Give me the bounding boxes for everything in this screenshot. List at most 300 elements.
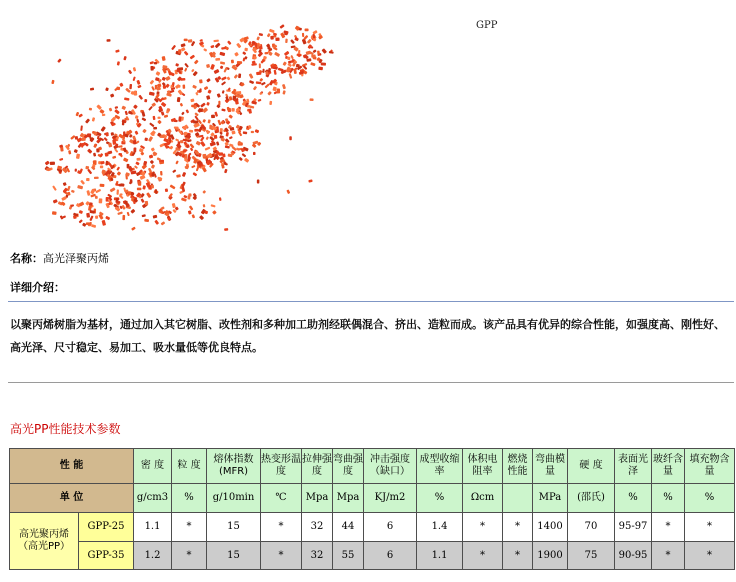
unit-cell: ℃ <box>261 484 302 513</box>
unit-cell: % <box>417 484 463 513</box>
value-cell: 70 <box>568 513 615 542</box>
pellet <box>121 106 126 111</box>
pellet <box>144 138 148 142</box>
pellet <box>282 61 286 66</box>
pellet <box>228 114 233 119</box>
pellet <box>251 63 257 66</box>
pellet <box>130 209 135 214</box>
pellet <box>189 143 194 148</box>
pellet <box>52 211 57 215</box>
pellet <box>123 147 127 152</box>
pellet <box>81 138 85 141</box>
pellet <box>178 49 181 54</box>
pellet <box>114 109 120 114</box>
pellet <box>234 52 239 57</box>
column-header: 热变形温度 <box>261 449 302 484</box>
pellet <box>181 47 186 52</box>
pellet <box>302 39 307 45</box>
pellet <box>229 136 233 139</box>
pellet <box>154 220 159 225</box>
grade-cell: GPP-25 <box>79 513 134 542</box>
pellet <box>313 34 316 39</box>
unit-cell: g/cm3 <box>134 484 172 513</box>
pellet <box>234 74 238 79</box>
pellet <box>290 55 294 59</box>
pellet <box>188 210 192 214</box>
pellet <box>237 61 242 64</box>
value-cell: * <box>261 513 302 542</box>
pellet <box>275 38 279 42</box>
pellet <box>222 153 225 157</box>
pellet <box>75 169 77 172</box>
pellet <box>119 83 123 88</box>
pellet <box>267 33 271 37</box>
pellet <box>184 68 187 72</box>
pellet <box>202 119 206 123</box>
pellet <box>190 98 194 102</box>
pellet <box>185 109 189 113</box>
pellet <box>251 101 257 105</box>
pellet <box>140 198 144 203</box>
pellet <box>172 203 176 208</box>
section-divider <box>8 301 734 302</box>
pellet <box>202 107 208 113</box>
pellet <box>95 216 98 219</box>
product-name-cell: 高光聚丙烯（高光PP） <box>10 513 79 570</box>
pellet <box>112 156 116 159</box>
pellet <box>242 153 247 157</box>
pellet <box>159 210 163 213</box>
pellet <box>141 111 145 117</box>
pellet <box>282 84 286 89</box>
unit-cell: % <box>685 484 735 513</box>
column-header: 硬 度 <box>568 449 615 484</box>
pellet <box>248 108 252 113</box>
unit-cell: (邵氏) <box>568 484 615 513</box>
column-header: 表面光泽 <box>615 449 652 484</box>
pellet <box>215 58 220 61</box>
pellet <box>238 157 242 161</box>
table-row <box>10 542 735 570</box>
pellet <box>133 76 136 81</box>
pellet <box>217 120 221 126</box>
unit-cell: Mpa <box>302 484 333 513</box>
pellet <box>221 109 225 112</box>
pellet <box>194 60 199 65</box>
pellet <box>193 71 198 77</box>
value-cell: 1400 <box>533 513 568 542</box>
column-header: 冲击强度（缺口） <box>364 449 417 484</box>
column-header: 玻纤含量 <box>652 449 685 484</box>
pellet <box>190 55 196 60</box>
pellet <box>214 135 218 139</box>
pellet <box>171 45 176 51</box>
pellet <box>46 168 51 171</box>
pellet <box>205 146 211 150</box>
column-header: 成型收缩率 <box>417 449 463 484</box>
pellet <box>236 43 241 49</box>
pellet <box>267 46 270 49</box>
pellet <box>264 52 268 55</box>
value-cell: * <box>685 542 735 570</box>
pellet <box>77 185 83 190</box>
pellet <box>321 62 326 65</box>
pellet <box>169 146 173 150</box>
pellet <box>128 191 132 196</box>
pellet <box>206 78 211 82</box>
pellet <box>119 183 124 186</box>
pellet <box>133 67 137 72</box>
pellet <box>133 104 138 109</box>
pellet <box>256 36 260 40</box>
pellet <box>199 215 204 220</box>
pellet <box>189 130 193 133</box>
pellet <box>298 50 300 54</box>
pellet <box>95 189 101 194</box>
pellet <box>284 51 290 56</box>
pellet <box>256 81 262 84</box>
pellet <box>155 189 158 194</box>
pellet <box>151 147 155 151</box>
pellet <box>109 108 113 112</box>
pellet <box>221 164 224 168</box>
pellet <box>137 85 141 89</box>
pellet <box>227 76 231 80</box>
pellet <box>102 220 107 226</box>
pellet <box>170 184 176 189</box>
pellet <box>152 151 157 156</box>
pellet <box>203 204 206 208</box>
pellet <box>105 132 109 137</box>
pellet <box>206 64 210 68</box>
pellet <box>117 61 120 65</box>
pellet <box>57 58 62 63</box>
table-title: 高光PP性能技术参数 <box>10 422 121 436</box>
pellet <box>318 67 323 71</box>
value-cell: * <box>685 513 735 542</box>
pellet <box>63 182 67 186</box>
pellet <box>255 129 260 133</box>
pellet <box>172 169 176 173</box>
pellet <box>174 127 179 129</box>
pellet <box>116 189 119 194</box>
pellet <box>131 227 136 231</box>
pellet <box>274 52 280 57</box>
pellet <box>138 95 143 100</box>
pellet <box>225 145 230 148</box>
value-cell: 1.4 <box>417 513 463 542</box>
pellet <box>82 223 86 227</box>
pellet <box>247 105 250 108</box>
pellet <box>285 39 288 43</box>
pellets-graphic <box>44 20 346 240</box>
pellet <box>209 125 212 130</box>
pellet <box>221 76 227 81</box>
pellet <box>71 190 75 193</box>
pellet <box>151 164 155 169</box>
pellet <box>206 136 209 140</box>
pellet <box>165 188 168 192</box>
pellet <box>112 139 116 145</box>
pellet <box>181 112 185 116</box>
pellet <box>224 169 228 174</box>
pellet <box>123 157 129 162</box>
pellet <box>153 116 156 120</box>
pellet <box>210 45 214 48</box>
pellet <box>138 181 141 186</box>
pellet <box>207 89 211 93</box>
grade-cell: GPP-35 <box>79 542 134 570</box>
pellet <box>153 127 157 130</box>
pellet <box>221 81 226 86</box>
pellet <box>161 111 165 116</box>
pellet <box>165 76 171 81</box>
unit-cell: % <box>172 484 207 513</box>
unit-cell: MPa <box>533 484 568 513</box>
pellet <box>189 205 194 210</box>
pellet <box>305 29 309 32</box>
pellet <box>200 141 206 147</box>
pellet <box>106 39 110 42</box>
pellet <box>196 141 201 146</box>
pellet <box>94 177 99 179</box>
pellet <box>151 102 156 107</box>
pellet <box>202 190 206 194</box>
pellet <box>256 71 261 75</box>
pellet <box>160 171 163 176</box>
value-cell: 1900 <box>533 542 568 570</box>
pellet <box>100 184 105 187</box>
pellet <box>211 204 216 207</box>
spec-unit-row <box>10 484 735 513</box>
section-divider-bottom <box>8 382 734 383</box>
pellet <box>302 33 304 37</box>
product-description: 以聚丙烯树脂为基材，通过加入其它树脂、改性剂和多种加工助剂经联偶混合、挤出、造粒而成。该产品具有优异的综合性能，如强度高、刚性好、高光泽、尺寸稳定、易加工、吸水量低等优良特点。 <box>10 318 725 354</box>
pellet <box>215 42 221 48</box>
pellet <box>154 62 157 64</box>
pellet <box>124 97 130 100</box>
pellet <box>91 224 96 228</box>
pellet <box>134 165 138 169</box>
pellet <box>329 51 334 54</box>
pellet <box>145 201 149 206</box>
pellet <box>75 136 78 140</box>
pellet <box>251 131 254 133</box>
pellet <box>148 106 153 111</box>
pellet <box>68 150 71 154</box>
pellet <box>127 212 130 217</box>
unit-cell: g/10min <box>207 484 261 513</box>
pellet <box>317 51 320 55</box>
column-header: 粒 度 <box>172 449 207 484</box>
pellet <box>183 85 186 89</box>
pellet <box>286 189 290 194</box>
pellet <box>253 152 256 155</box>
pellet <box>213 40 218 43</box>
pellet <box>176 174 181 178</box>
pellet <box>289 73 293 79</box>
pellet <box>99 198 103 203</box>
pellet <box>210 64 215 70</box>
pellet <box>194 129 199 132</box>
pellet <box>224 228 228 231</box>
pellet <box>202 154 206 158</box>
pellet <box>93 153 96 157</box>
pellet <box>200 102 206 107</box>
pellet <box>182 124 188 130</box>
pellet <box>287 57 290 61</box>
pellet <box>133 147 136 152</box>
pellet <box>206 130 210 135</box>
pellet <box>135 115 139 119</box>
pellet <box>87 169 92 175</box>
pellet <box>117 211 123 215</box>
pellet <box>70 135 75 140</box>
pellet <box>261 82 266 86</box>
pellet <box>183 195 187 199</box>
spec-header-row <box>10 449 735 484</box>
pellet <box>118 153 122 156</box>
value-cell: 44 <box>333 513 364 542</box>
column-header: 弯曲模量 <box>533 449 568 484</box>
pellet <box>191 165 195 168</box>
pellet <box>136 158 140 161</box>
pellet <box>136 80 140 85</box>
pellet <box>219 52 225 56</box>
pellet <box>284 33 288 36</box>
pellet <box>269 101 272 105</box>
detail-label: 详细介绍： <box>10 281 65 294</box>
pellet <box>45 161 50 166</box>
pellet <box>149 80 154 85</box>
value-cell: 95-97 <box>615 513 652 542</box>
unit-cell: % <box>615 484 652 513</box>
pellet <box>125 201 128 206</box>
pellet <box>137 188 142 191</box>
pellet <box>149 154 154 158</box>
pellet <box>146 192 151 198</box>
pellet <box>79 210 83 214</box>
value-cell: 32 <box>302 542 333 570</box>
value-cell: 15 <box>207 542 261 570</box>
pellet <box>214 69 220 74</box>
pellet <box>252 143 257 148</box>
model-label: GPP <box>476 20 498 31</box>
pellet <box>199 79 203 83</box>
value-cell: * <box>503 542 533 570</box>
pellet <box>135 161 139 165</box>
pellet <box>194 112 198 116</box>
property-header: 性 能 <box>10 449 134 484</box>
pellet <box>142 185 146 189</box>
pellet <box>282 90 285 94</box>
pellet <box>106 197 109 202</box>
pellet <box>116 201 120 204</box>
pellet <box>177 97 181 102</box>
pellet <box>259 33 263 36</box>
pellet <box>67 186 71 192</box>
unit-cell: Ωcm <box>463 484 503 513</box>
pellet <box>96 104 102 110</box>
pellet <box>150 160 154 164</box>
name-value: 高光泽聚丙烯 <box>43 252 109 265</box>
value-cell: * <box>463 542 503 570</box>
pellet <box>59 158 63 161</box>
pellet <box>273 33 277 36</box>
pellet <box>206 95 210 100</box>
pellet <box>253 86 257 91</box>
pellet <box>219 197 222 201</box>
pellet <box>257 179 260 183</box>
column-header: 拉伸强度 <box>302 449 333 484</box>
pellet <box>118 145 123 148</box>
value-cell: 75 <box>568 542 615 570</box>
pellet <box>87 149 92 154</box>
pellet <box>99 109 104 114</box>
pellet <box>279 24 284 29</box>
pellet <box>141 117 146 121</box>
pellet <box>108 143 112 148</box>
pellet <box>310 98 314 101</box>
pellet <box>93 144 97 148</box>
value-cell: * <box>172 513 207 542</box>
pellet <box>129 84 132 89</box>
pellet <box>139 175 145 180</box>
pellet <box>162 56 166 61</box>
pellet <box>308 179 312 182</box>
pellet <box>211 115 215 119</box>
value-cell: 6 <box>364 513 417 542</box>
pellet <box>80 125 83 131</box>
detail-row <box>10 279 65 295</box>
unit-header: 单 位 <box>10 484 134 513</box>
column-header: 燃烧性能 <box>503 449 533 484</box>
column-header: 熔体指数(MFR) <box>207 449 261 484</box>
pellet <box>136 119 139 123</box>
pellet <box>175 160 179 164</box>
pellet <box>208 119 211 123</box>
value-cell: * <box>463 513 503 542</box>
pellet <box>157 120 162 125</box>
pellet <box>231 60 234 64</box>
pellet <box>100 166 103 169</box>
unit-cell: Mpa <box>333 484 364 513</box>
pellet <box>184 39 188 42</box>
pellet <box>116 166 120 170</box>
value-cell: * <box>652 513 685 542</box>
pellet <box>86 190 90 196</box>
pellet <box>262 69 264 73</box>
pellet <box>102 114 106 116</box>
value-cell: 1.2 <box>134 542 172 570</box>
pellet <box>188 193 191 196</box>
value-cell: 55 <box>333 542 364 570</box>
pellet <box>50 162 55 165</box>
pellet <box>258 99 262 102</box>
pellet <box>184 63 189 68</box>
pellet <box>52 185 57 191</box>
pellet <box>310 62 315 66</box>
pellet <box>158 117 161 119</box>
column-header: 弯曲强度 <box>333 449 364 484</box>
pellet <box>164 114 169 117</box>
pellet <box>212 210 217 215</box>
pellet <box>161 221 166 225</box>
unit-cell: % <box>652 484 685 513</box>
pellet <box>125 111 128 116</box>
pellet <box>267 91 272 96</box>
pellet <box>249 73 254 79</box>
